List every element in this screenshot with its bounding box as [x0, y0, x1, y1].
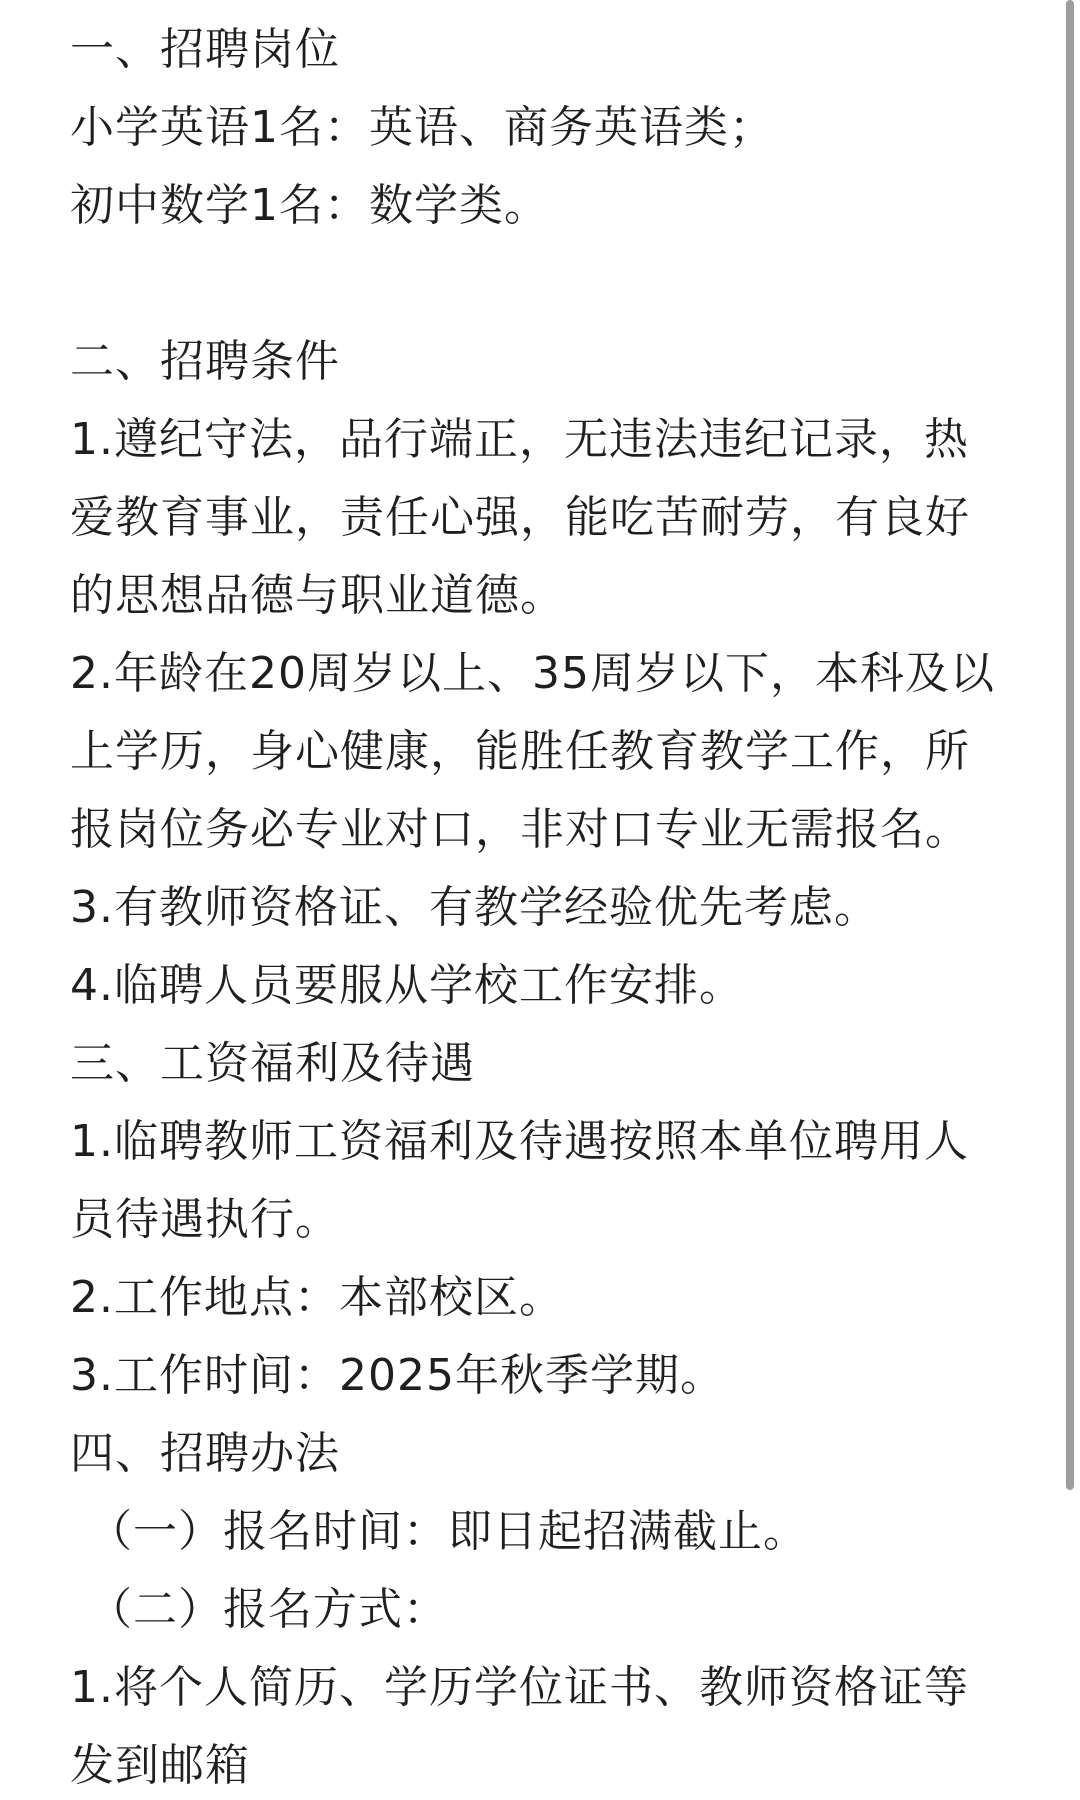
section-heading-methods: 四、招聘办法 — [70, 1428, 340, 1479]
paragraph-line: 2.年龄在20周岁以上、35周岁以下，本科及以 — [70, 648, 995, 699]
paragraph-line: 的思想品德与职业道德。 — [70, 570, 565, 621]
section-heading-benefits: 三、工资福利及待遇 — [70, 1038, 475, 1089]
section-heading-conditions: 二、招聘条件 — [70, 336, 340, 387]
paragraph-line: 爱教育事业，责任心强，能吃苦耐劳，有良好 — [70, 492, 970, 543]
paragraph-line: 员待遇执行。 — [70, 1194, 340, 1245]
paragraph-line: 初中数学1名：数学类。 — [70, 180, 549, 231]
scrollbar-thumb[interactable] — [1066, 0, 1074, 1490]
paragraph-line: 小学英语1名：英语、商务英语类； — [70, 102, 774, 153]
paragraph-line: 4.临聘人员要服从学校工作安排。 — [70, 960, 744, 1011]
paragraph-line: 1.遵纪守法，品行端正，无违法违纪记录，热 — [70, 414, 969, 465]
paragraph-line: 2.工作地点：本部校区。 — [70, 1272, 564, 1323]
paragraph-line: （一）报名时间：即日起招满截止。 — [88, 1506, 808, 1557]
paragraph-line: 发到邮箱 — [70, 1740, 250, 1791]
paragraph-line: （二）报名方式： — [88, 1584, 448, 1635]
paragraph-line: 3.工作时间：2025年秋季学期。 — [70, 1350, 725, 1401]
section-heading-positions: 一、招聘岗位 — [70, 24, 340, 75]
vertical-scrollbar[interactable] — [1066, 0, 1076, 1800]
paragraph-line: 报岗位务必专业对口，非对口专业无需报名。 — [70, 804, 970, 855]
paragraph-line: 上学历，身心健康，能胜任教育教学工作，所 — [70, 726, 970, 777]
paragraph-line: 1.临聘教师工资福利及待遇按照本单位聘用人 — [70, 1116, 969, 1167]
paragraph-line: 3.有教师资格证、有教学经验优先考虑。 — [70, 882, 879, 933]
paragraph-line: 1.将个人简历、学历学位证书、教师资格证等 — [70, 1662, 969, 1713]
